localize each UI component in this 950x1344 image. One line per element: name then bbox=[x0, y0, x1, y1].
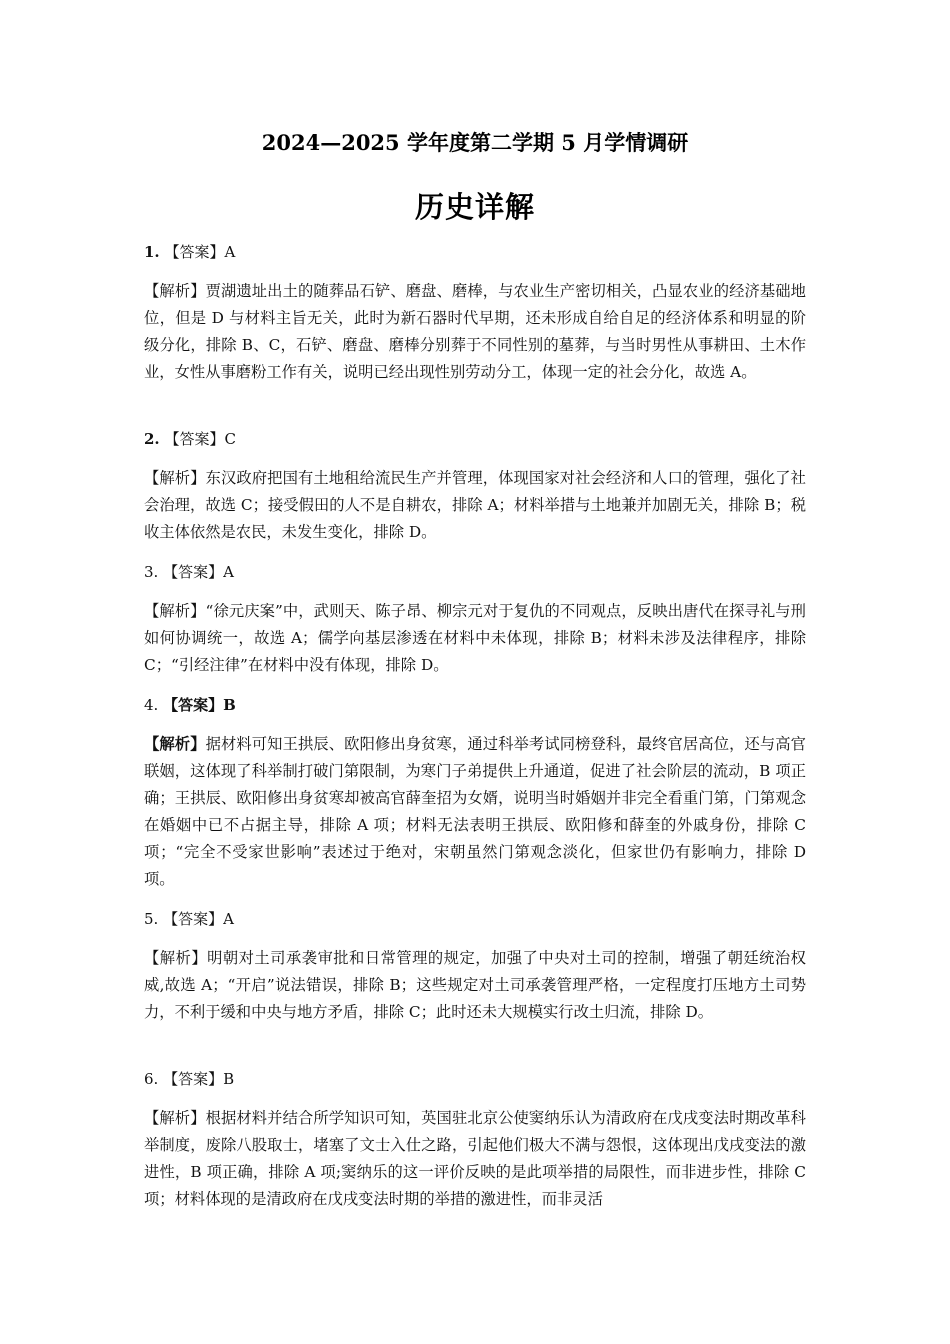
explanation-text: 根据材料并结合所学知识可知，英国驻北京公使窦纳乐认为清政府在戊戌变法时期改革科举制度，废除八股取士，堵塞了文士入仕之路，引起他们极大不满与怨恨，这体现出戊戌变法的激进性，B 项正确，排除 A 项;窦纳乐的这一评价反映的是此项举措的局限性，而非进步性，排除 C 项；材料体现的是清政府在戊戌变法时期的举措的激进性，而非灵活 bbox=[144, 1109, 806, 1208]
answer-value: C bbox=[224, 430, 236, 448]
question-number: 3. bbox=[144, 563, 159, 581]
answer-line bbox=[144, 560, 806, 584]
document-title: 2024—2025 学年度第二学期 5 月学情调研 bbox=[261, 130, 689, 155]
question-number: 1. bbox=[144, 243, 160, 261]
question-number: 5. bbox=[144, 910, 159, 928]
answer-label: 【答案】 bbox=[164, 243, 225, 261]
answer-value: A bbox=[223, 563, 234, 581]
explanation-text: 据材料可知王拱辰、欧阳修出身贫寒，通过科举考试同榜登科，最终官居高位，还与高官联姻，这体现了科举制打破门第限制，为寒门子弟提供上升通道，促进了社会阶层的流动，B 项正确；王拱辰、欧阳修出身贫寒却被高官薛奎招为女婿，说明当时婚姻并非完全看重门第，门第观念在婚姻中已不占据主导，排除 A 项；材料无法表明王拱辰、欧阳修和薛奎的外戚身份，排除 C 项；“完全不受家世影响”表述过于绝对，宋朝虽然门第观念淡化，但家世仍有影响力，排除 D 项。 bbox=[144, 735, 806, 888]
question-number: 2. bbox=[144, 430, 160, 448]
explanation bbox=[144, 1105, 806, 1213]
explanation bbox=[144, 945, 806, 1053]
explanation-text: 明朝对土司承袭审批和日常管理的规定，加强了中央对土司的控制，增强了朝廷统治权威,故选 A；“开启”说法错误，排除 B；这些规定对土司承袭管理严格，一定程度打压地方土司势力，不利于缓和中央与地方矛盾，排除 C；此时还未大规模实行改土归流，排除 D。 bbox=[144, 949, 806, 1021]
answer-label: 【答案】 bbox=[164, 430, 225, 448]
answer-line bbox=[144, 693, 806, 717]
explanation-label: 【解析】 bbox=[144, 282, 206, 300]
explanation-text: 东汉政府把国有土地租给流民生产并管理，体现国家对社会经济和人口的管理，强化了社会治理，故选 C；接受假田的人不是自耕农，排除 A；材料举措与土地兼并加剧无关，排除 B；税收主体依然是农民，未发生变化，排除 D。 bbox=[144, 469, 806, 541]
explanation bbox=[144, 598, 806, 679]
explanation-label: 【解析】 bbox=[144, 735, 206, 753]
answer-value: B bbox=[223, 1070, 235, 1088]
answer-value: A bbox=[224, 243, 236, 261]
question-number: 4. bbox=[144, 696, 159, 714]
answer-value: A bbox=[223, 910, 234, 928]
answer-label: 【答案】 bbox=[163, 696, 224, 714]
answer-line bbox=[144, 427, 806, 451]
explanation bbox=[144, 465, 806, 546]
answer-label: 【答案】 bbox=[163, 1070, 224, 1088]
answer-list bbox=[144, 240, 806, 1227]
answer-line bbox=[144, 1067, 806, 1091]
answer-label: 【答案】 bbox=[163, 563, 224, 581]
explanation-label: 【解析】 bbox=[144, 469, 206, 487]
explanation-label: 【解析】 bbox=[144, 1109, 206, 1127]
question-number: 6. bbox=[144, 1070, 159, 1088]
document-subtitle: 历史详解 bbox=[414, 190, 535, 224]
explanation-label: 【解析】 bbox=[144, 949, 208, 967]
answer-label: 【答案】 bbox=[163, 910, 224, 928]
explanation-text: “徐元庆案”中，武则天、陈子昂、柳宗元对于复仇的不同观点，反映出唐代在探寻礼与刑如何协调统一，故选 A；儒学向基层渗透在材料中未体现，排除 B；材料未涉及法律程序，排除 C；“引经注律”在材料中没有体现，排除 D。 bbox=[144, 602, 806, 674]
answer-line bbox=[144, 907, 806, 931]
answer-line bbox=[144, 240, 806, 264]
explanation-text: 贾湖遗址出土的随葬品石铲、磨盘、磨棒，与农业生产密切相关，凸显农业的经济基础地位，但是 D 与材料主旨无关，此时为新石器时代早期，还未形成自给自足的经济体系和明显的阶级分化，排除 B、C，石铲、磨盘、磨棒分别葬于不同性别的墓葬，与当时男性从事耕田、土木作业，女性从事磨粉工作有关，说明已经出现性别劳动分工，体现一定的社会分化，故选 A。 bbox=[144, 282, 806, 381]
explanation bbox=[144, 278, 806, 413]
answer-value: B bbox=[223, 696, 236, 714]
explanation bbox=[144, 731, 806, 893]
explanation-label: 【解析】 bbox=[144, 602, 206, 620]
